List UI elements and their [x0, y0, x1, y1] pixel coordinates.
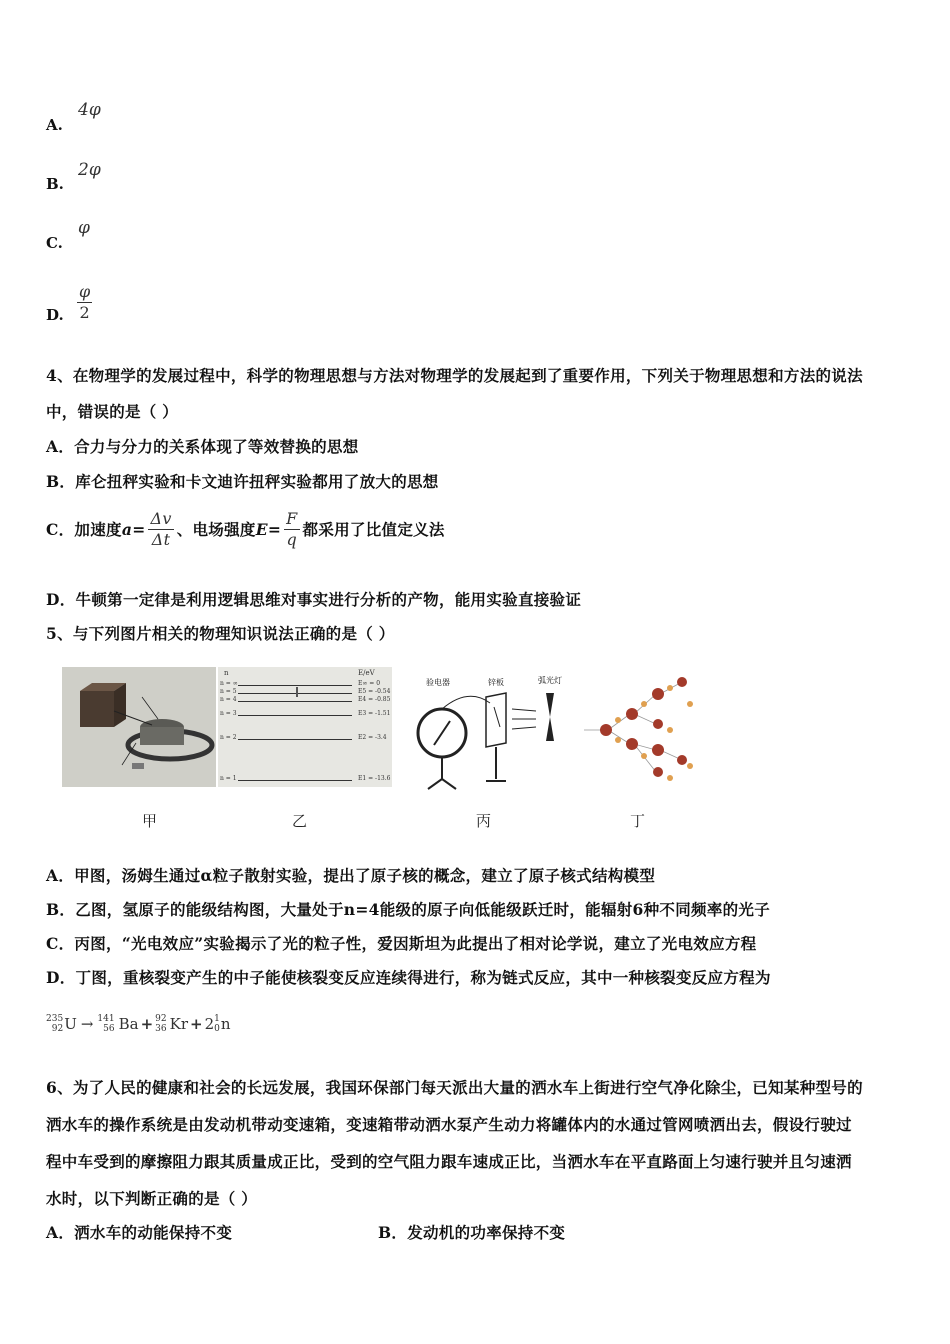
symbol-n: n	[220, 1015, 231, 1033]
q6-stem-line4: 水时，以下判断正确的是（ ）	[46, 1189, 258, 1208]
caption-jia: 甲	[142, 812, 158, 830]
q5-option-d: D．丁图，重核裂变产生的中子能使核裂变反应连续得进行，称为链式反应，其中一种核裂变反应方程为	[46, 968, 771, 987]
ba-nuclide-numbers	[97, 1014, 114, 1034]
atomic-number: 36	[155, 1024, 167, 1034]
mass-number: 235	[46, 1014, 64, 1024]
level-label-n: n = 4	[220, 696, 237, 703]
atomic-number: 92	[51, 1024, 64, 1034]
label-arc-lamp: 弧光灯	[538, 676, 562, 685]
q4-stem-line1: 4、在物理学的发展过程中，科学的物理思想与方法对物理学的发展起到了重要作用，下列关于物理思想和方法的说法	[46, 366, 863, 385]
equals-sign: =	[132, 519, 146, 539]
mass-number: 92	[155, 1014, 167, 1024]
symbol-Kr: Kr	[169, 1015, 188, 1033]
q3-option-c	[46, 233, 63, 252]
q3-option-d-expr	[74, 282, 95, 323]
caption-bing: 丙	[476, 812, 492, 830]
fraction-dv-dt	[148, 509, 173, 550]
q4-stem-line2: 中，错误的是（ ）	[46, 402, 179, 421]
fraction-denominator: q	[286, 529, 298, 549]
energy-diagram-n-header: n	[224, 669, 229, 677]
var-a: a	[121, 519, 133, 539]
mass-number: 1	[214, 1014, 220, 1024]
level-label-n: n = 3	[220, 710, 237, 717]
figure-yi-energy-levels	[218, 667, 392, 787]
energy-diagram-e-header: E/eV	[358, 669, 375, 677]
option-letter: B.	[46, 175, 64, 193]
symbol-U: U	[64, 1015, 77, 1033]
reaction-arrow: →	[80, 1015, 94, 1033]
q6-option-a: A．洒水车的动能保持不变	[46, 1223, 233, 1242]
fraction-numerator: Δv	[150, 508, 172, 528]
fraction-denominator: 2	[79, 303, 90, 322]
level-label-e: E4 = -0.85	[358, 696, 391, 703]
atomic-number: 0	[214, 1024, 220, 1034]
option-letter: D.	[46, 306, 64, 324]
q3-option-c-expr: φ	[78, 218, 90, 238]
q3-option-d	[46, 305, 64, 324]
mass-number: 141	[97, 1014, 115, 1024]
level-label-n: n = 1	[220, 775, 237, 782]
q5-option-a: A．甲图，汤姆生通过α粒子散射实验，提出了原子核的概念，建立了原子核式结构模型	[46, 866, 656, 885]
q6-option-b: B．发动机的功率保持不变	[378, 1223, 566, 1242]
label-electroscope: 验电器	[426, 678, 450, 687]
symbol-Ba: Ba	[118, 1015, 139, 1033]
kr-nuclide-numbers	[155, 1014, 166, 1034]
fission-equation	[46, 1014, 231, 1034]
q3-option-a	[46, 115, 63, 134]
option-letter: C.	[46, 234, 63, 252]
level-label-e: E3 = -1.51	[358, 710, 391, 717]
var-E: E	[255, 519, 268, 539]
figure-ding-chain-reaction	[578, 668, 698, 798]
level-label-n: n = 5	[220, 688, 237, 695]
q4-c-suffix: 都采用了比值定义法	[302, 520, 445, 539]
u-nuclide-numbers	[46, 1014, 63, 1034]
fraction-F-q	[284, 509, 299, 550]
n-nuclide-numbers	[214, 1014, 220, 1034]
q5-option-b: B．乙图，氢原子的能级结构图，大量处于n=4能级的原子向低能级跃迁时，能辐射6种不同频率的光子	[46, 900, 771, 919]
chain-reaction-illustration	[578, 668, 698, 798]
level-label-e: E∞ = 0	[358, 680, 381, 687]
q4-c-mid: 、电场强度	[176, 520, 256, 539]
level-label-n: n = ∞	[220, 680, 238, 687]
q6-stem-line1: 6、为了人民的健康和社会的长远发展，我国环保部门每天派出大量的洒水车上街进行空气净化除尘，已知某种型号的	[46, 1078, 863, 1097]
q4-c-prefix: C．加速度	[46, 520, 122, 539]
figure-jia-rutherford-apparatus	[62, 667, 216, 787]
q4-option-a: A．合力与分力的关系体现了等效替换的思想	[46, 437, 359, 456]
level-label-e: E1 = -13.6	[358, 775, 391, 782]
fraction-denominator: Δt	[151, 529, 171, 549]
q5-option-c: C．丙图，“光电效应”实验揭示了光的粒子性，爱因斯坦为此提出了相对论学说，建立了光电效应方程	[46, 934, 757, 953]
plus-sign: +	[140, 1015, 154, 1033]
q5-stem: 5、与下列图片相关的物理知识说法正确的是（ ）	[46, 624, 395, 643]
q4-option-b: B．库仑扭秤实验和卡文迪许扭秤实验都用了放大的思想	[46, 472, 439, 491]
q3-option-a-expr: 4φ	[78, 100, 101, 120]
caption-ding: 丁	[630, 812, 646, 830]
level-label-e: E5 = -0.54	[358, 688, 391, 695]
q6-stem-line3: 程中车受到的摩擦阻力跟其质量成正比，受到的空气阻力跟车速成正比，当洒水车在平直路面上匀速行驶并且匀速洒	[46, 1152, 852, 1171]
option-letter: A.	[46, 116, 63, 134]
level-label-e: E2 = -3.4	[358, 734, 387, 741]
q4-option-d: D．牛顿第一定律是利用逻辑思维对事实进行分析的产物，能用实验直接验证	[46, 590, 582, 609]
apparatus-illustration	[62, 667, 216, 787]
fraction-numerator: φ	[79, 282, 91, 301]
plus-sign: +	[190, 1015, 203, 1033]
caption-yi: 乙	[292, 812, 308, 830]
label-zinc-plate: 锌板	[488, 678, 504, 687]
q3-option-b	[46, 174, 64, 193]
equals-sign: =	[267, 519, 282, 539]
neutron-coefficient: 2	[204, 1015, 215, 1033]
q3-option-b-expr: 2φ	[78, 160, 101, 180]
figure-bing-photoelectric	[408, 667, 580, 797]
q4-option-c	[46, 505, 445, 553]
q6-stem-line2: 洒水车的操作系统是由发动机带动变速箱，变速箱带动洒水泵产生动力将罐体内的水通过管网喷洒出去，假设行驶过	[46, 1115, 852, 1134]
level-label-n: n = 2	[220, 734, 237, 741]
fraction-numerator: F	[286, 508, 298, 528]
atomic-number: 56	[103, 1024, 115, 1034]
